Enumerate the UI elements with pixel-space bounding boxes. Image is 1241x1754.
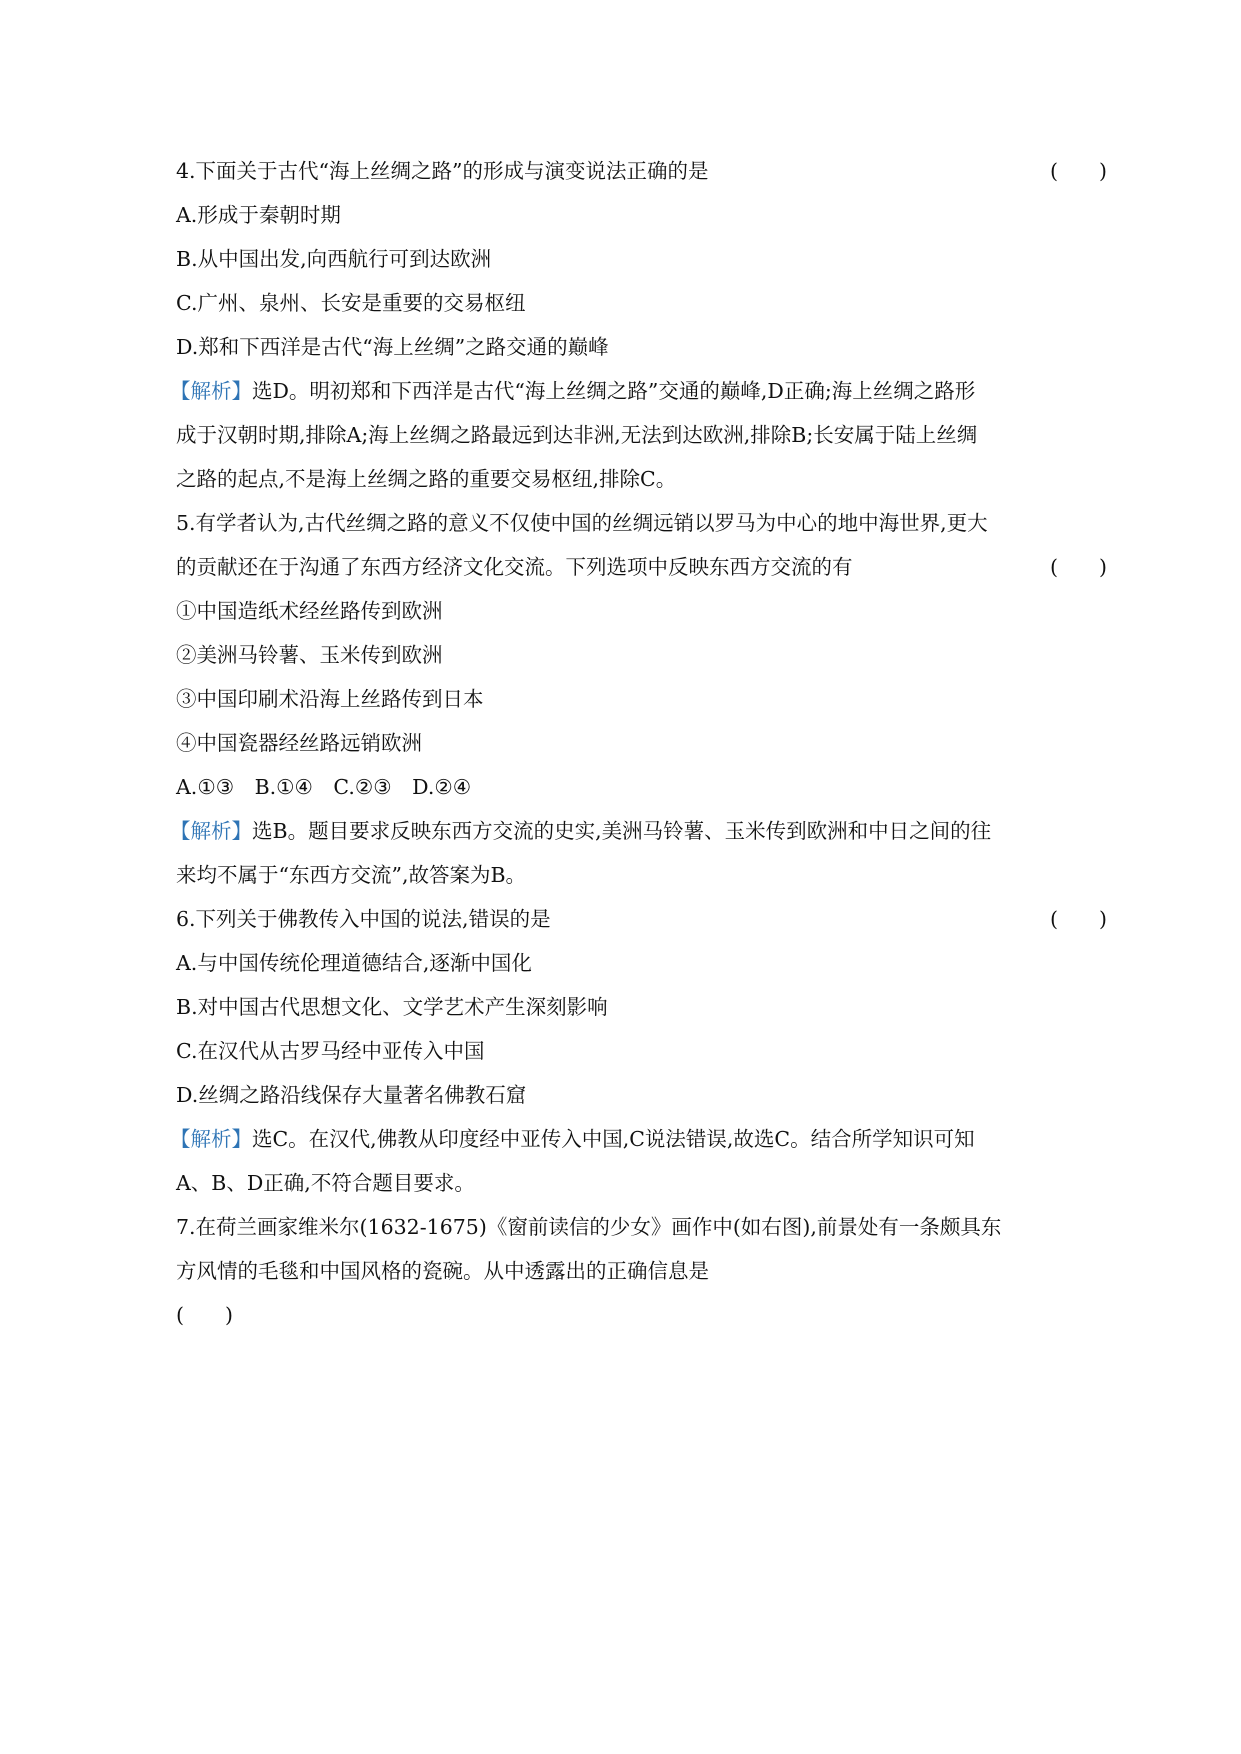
q4-option-c: C.广州、泉州、长安是重要的交易枢纽 [176,291,526,315]
q7-answer-bracket: ( ) [176,1303,233,1327]
q6-answer-bracket: ( ) [1050,907,1107,931]
q5-analysis-line-1: 【解析】选B。题目要求反映东西方交流的史实,美洲马铃薯、玉米传到欧洲和中日之间的往 [170,819,992,843]
q6-analysis-line-2: A、B、D正确,不符合题目要求。 [176,1171,475,1195]
analysis-tag: 【解析】 [170,819,252,843]
q4-analysis-line-2: 成于汉朝时期,排除A;海上丝绸之路最远到达非洲,无法到达欧洲,排除B;长安属于陆上丝绸 [176,423,978,447]
q5-analysis-line-2: 来均不属于“东西方交流”,故答案为B。 [176,863,527,887]
q6-stem: 6.下列关于佛教传入中国的说法,错误的是 [176,907,551,931]
analysis-tag: 【解析】 [170,1127,252,1151]
q7-stem-line-2: 方风情的毛毯和中国风格的瓷碗。从中透露出的正确信息是 [176,1259,709,1283]
q5-item-1: ①中国造纸术经丝路传到欧洲 [176,599,443,623]
q6-option-c: C.在汉代从古罗马经中亚传入中国 [176,1039,485,1063]
q6-option-d: D.丝绸之路沿线保存大量著名佛教石窟 [176,1083,527,1107]
q4-option-b: B.从中国出发,向西航行可到达欧洲 [176,247,492,271]
q4-option-d: D.郑和下西洋是古代“海上丝绸”之路交通的巅峰 [176,335,609,359]
q6-option-b: B.对中国古代思想文化、文学艺术产生深刻影响 [176,995,608,1019]
q4-analysis-line-3: 之路的起点,不是海上丝绸之路的重要交易枢纽,排除C。 [176,467,677,491]
q4-analysis-line-1: 【解析】选D。明初郑和下西洋是古代“海上丝绸之路”交通的巅峰,D正确;海上丝绸之路形 [170,379,976,403]
q6-analysis-line-1: 【解析】选C。在汉代,佛教从印度经中亚传入中国,C说法错误,故选C。结合所学知识可知 [170,1127,975,1151]
analysis-tag: 【解析】 [170,379,252,403]
q5-options: A.①③ B.①④ C.②③ D.②④ [176,775,472,799]
q5-item-3: ③中国印刷术沿海上丝路传到日本 [176,687,484,711]
q6-option-a: A.与中国传统伦理道德结合,逐渐中国化 [176,951,532,975]
q4-stem: 4.下面关于古代“海上丝绸之路”的形成与演变说法正确的是 [176,159,709,183]
q5-stem-line-1: 5.有学者认为,古代丝绸之路的意义不仅使中国的丝绸远销以罗马为中心的地中海世界,更大 [176,511,988,535]
q5-stem-line-2: 的贡献还在于沟通了东西方经济文化交流。下列选项中反映东西方交流的有 [176,555,853,579]
q4-answer-bracket: ( ) [1050,159,1107,183]
q5-answer-bracket: ( ) [1050,555,1107,579]
q7-stem-line-1: 7.在荷兰画家维米尔(1632-1675)《窗前读信的少女》画作中(如右图),前景处有一条颇具东 [176,1215,1002,1239]
q5-item-2: ②美洲马铃薯、玉米传到欧洲 [176,643,443,667]
q4-option-a: A.形成于秦朝时期 [176,203,341,227]
q5-item-4: ④中国瓷器经丝路远销欧洲 [176,731,422,755]
